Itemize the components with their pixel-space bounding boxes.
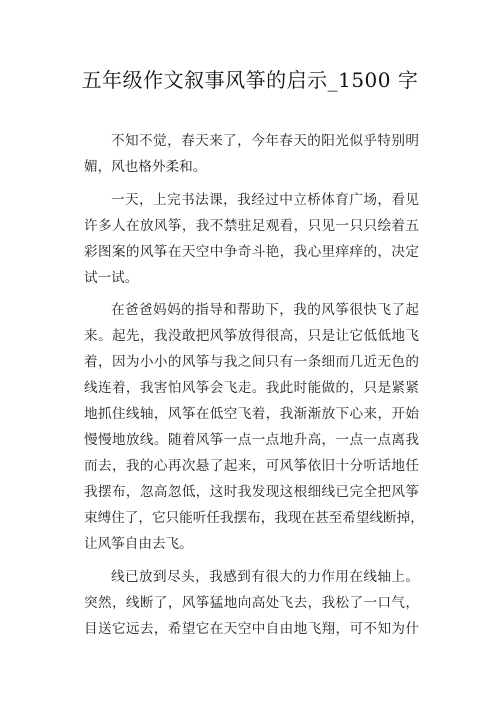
page-title: 五年级作文叙事风筝的启示_1500 字	[81, 68, 419, 92]
text-line: 线已放到尽头，我感到有很大的力作用在线轴上。	[111, 568, 419, 585]
text-line: 试一试。	[84, 269, 139, 286]
text-line: 许多人在放风筝，我不禁驻足观看，只见一只只绘着五	[84, 217, 419, 234]
text-line: 束缚住了，它只能听任我摆布，我现在甚至希望线断掉，	[84, 510, 424, 526]
article-body	[84, 128, 424, 648]
text-line: 媚，风也格外柔和。	[84, 159, 207, 175]
text-line: 突然，线断了，风筝猛地向高处飞去，我松了一口气，	[84, 594, 419, 611]
text-line: 让风筝自由去飞。	[84, 536, 193, 552]
text-line: 地抓住线轴，风筝在低空飞着，我渐渐放下心来，开始	[84, 406, 419, 422]
text-line: 目送它远去，希望它在天空中自由地飞翔，可不知为什	[84, 620, 419, 637]
paragraph	[84, 187, 419, 291]
paragraph	[84, 564, 419, 642]
text-line: 来。起先，我没敢把风筝放得很高，只是让它低低地飞	[84, 328, 419, 344]
text-line: 着，因为小小的风筝与我之间只有一条细而几近无色的	[84, 354, 419, 370]
text-line: 慢慢地放线。随着风筝一点一点地升高，一点一点离我	[84, 432, 419, 448]
text-line: 线连着，我害怕风筝会飞走。我此时能做的，只是紧紧	[84, 380, 419, 396]
text-line: 在爸爸妈妈的指导和帮助下，我的风筝很快飞了起	[111, 302, 419, 318]
paragraph	[84, 128, 419, 180]
text-line: 而去，我的心再次悬了起来，可风筝依旧十分听话地任	[84, 458, 419, 474]
text-line: 彩图案的风筝在天空中争奇斗艳，我心里痒痒的，决定	[84, 243, 419, 260]
text-line: 不知不觉，春天来了，今年春天的阳光似乎特别明	[111, 133, 419, 149]
text-line: 我摆布，忽高忽低，这时我发现这根细线已完全把风筝	[84, 484, 419, 500]
paragraph	[84, 297, 424, 557]
text-line: 一天，上完书法课，我经过中立桥体育广场，看见	[111, 191, 419, 208]
